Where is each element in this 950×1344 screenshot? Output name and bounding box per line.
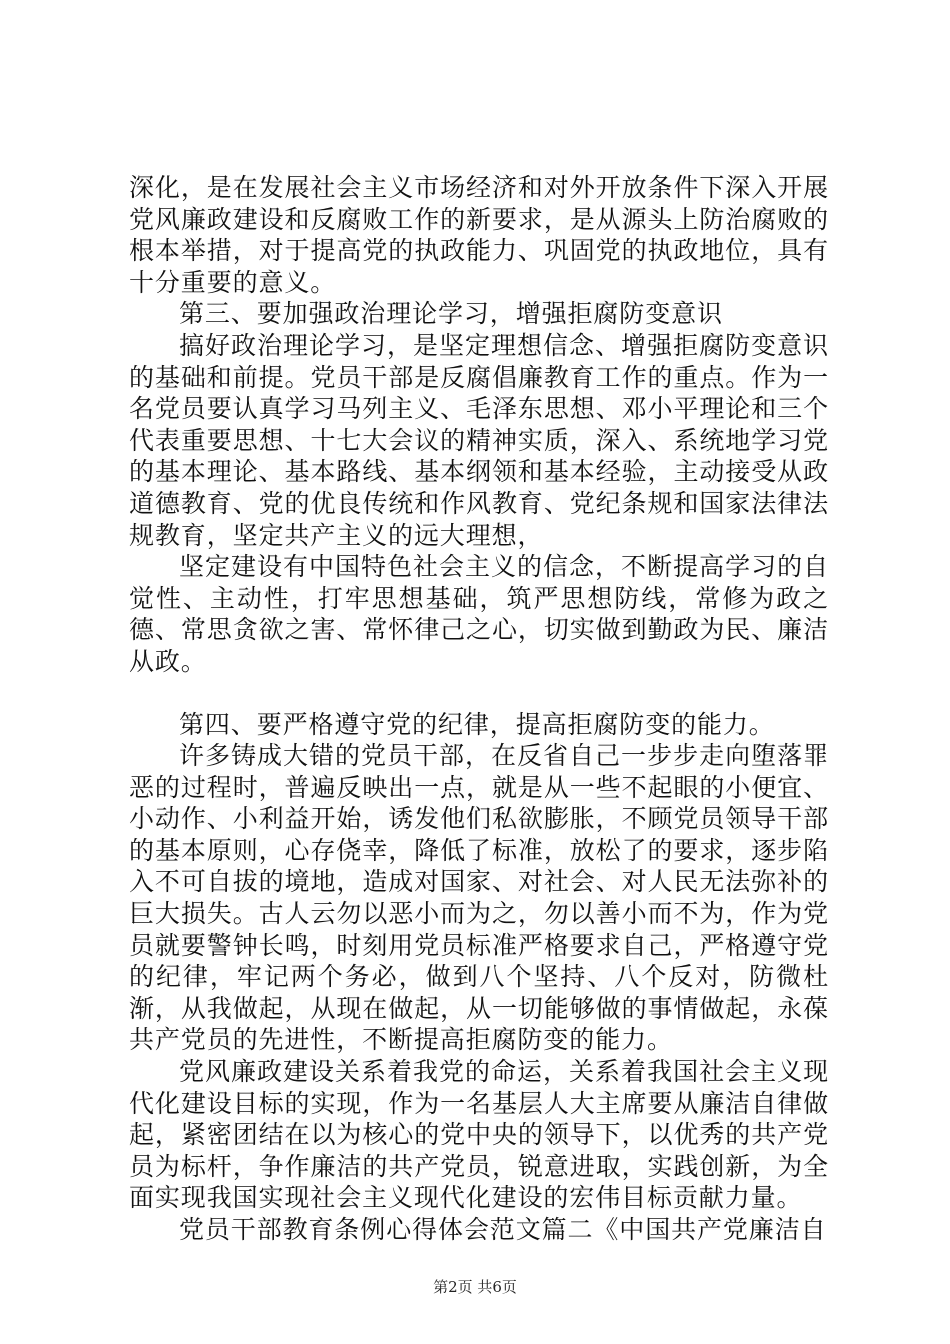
paragraph-next-article: 党员干部教育条例心得体会范文篇二《中国共产党廉洁自 [179, 1215, 827, 1244]
section-heading-fourth: 第四、要严格遵守党的纪律，提高拒腐防变的能力。 [179, 709, 775, 739]
paragraph-socialism-belief: 坚定建设有中国特色社会主义的信念，不断提高学习的自觉性、主动性，打牢思想基础，筑严思想防线，常修为政之德、常思贪欲之害、常怀律己之心，切实做到勤政为民、廉洁从政。 [129, 552, 829, 676]
paragraph-discipline: 许多铸成大错的党员干部，在反省自己一步步走向堕落罪恶的过程时，普遍反映出一点，就是从一些不起眼的小便宜、小动作、小利益开始，诱发他们私欲膨胀，不顾党员领导干部的基本原则，心存侥幸，降低了标准，放松了的要求，逐步陷入不可自拔的境地，造成对国家、对社会、对人民无法弥补的巨大损失。古人云勿以恶小而为之，勿以善小而不为，作为党员就要警钟长鸣，时刻用党员标准严格要求自己，严格遵守党的纪律，牢记两个务必，做到八个坚持、八个反对，防微杜渐，从我做起，从现在做起，从一切能够做的事情做起，永葆共产党员的先进性，不断提高拒腐防变的能力。 [129, 741, 829, 1055]
document-body [129, 172, 829, 1246]
blank-line [129, 678, 829, 709]
page-footer: 第2页 共6页 [433, 1278, 517, 1296]
section-heading-third: 第三、要加强政治理论学习，增强拒腐防变意识 [179, 299, 723, 329]
paragraph-continuation: 深化，是在发展社会主义市场经济和对外开放条件下深入开展党风廉政建设和反腐败工作的新要求，是从源头上防治腐败的根本举措，对于提高党的执政能力、巩固党的执政地位，具有十分重要的意义。 [129, 173, 829, 297]
paragraph-conclusion: 党风廉政建设关系着我党的命运，关系着我国社会主义现代化建设目标的实现，作为一名基层人大主席要从廉洁自律做起，紧密团结在以为核心的党中央的领导下，以优秀的共产党员为标杆，争作廉洁的共产党员，锐意进取，实践创新，为全面实现我国实现社会主义现代化建设的宏伟目标贡献力量。 [129, 1057, 829, 1213]
paragraph-theory-study: 搞好政治理论学习，是坚定理想信念、增强拒腐防变意识的基础和前提。党员干部是反腐倡廉教育工作的重点。作为一名党员要认真学习马列主义、毛泽东思想、邓小平理论和三个代表重要思想、十七大会议的精神实质，深入、系统地学习党的基本理论、基本路线、基本纲领和基本经验，主动接受从政道德教育、党的优良传统和作风教育、党纪条规和国家法律法规教育，坚定共产主义的远大理想， [129, 330, 829, 550]
